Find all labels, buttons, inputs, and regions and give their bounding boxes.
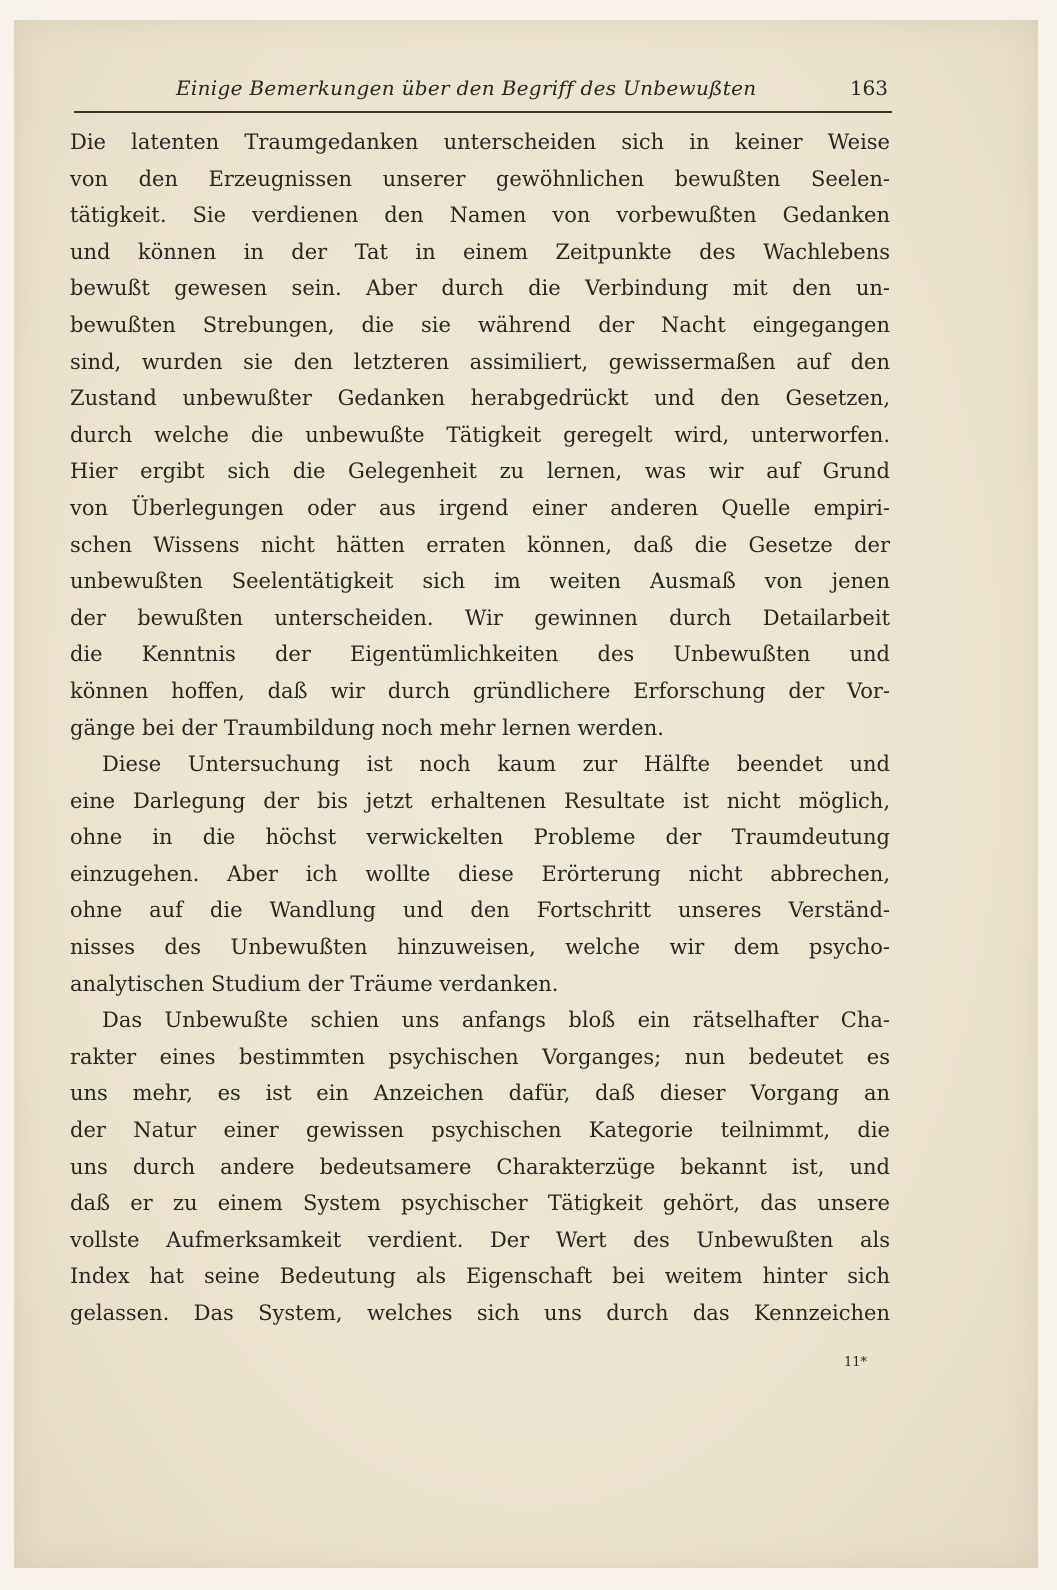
text-line: bewußten Strebungen, die sie während der Nacht eingegangen <box>70 312 890 337</box>
text-line: Zustand unbewußter Gedanken herabgedrückt und den Gesetzen, <box>70 386 890 411</box>
text-line: uns mehr, es ist ein Anzeichen dafür, daß dieser Vorgang an <box>70 1081 890 1106</box>
text-line: gelassen. Das System, welches sich uns durch das Kennzeichen <box>70 1301 890 1325</box>
text-line: Die latenten Traumgedanken unterscheiden sich in keiner Weise <box>70 130 890 154</box>
text-line: durch welche die unbewußte Tätigkeit geregelt wird, unterworfen. <box>70 422 890 447</box>
text-line: können hoffen, daß wir durch gründlichere Erforschung der Vor- <box>70 678 890 703</box>
text-line: daß er zu einem System psychischer Tätigkeit gehört, das unsere <box>70 1191 890 1216</box>
text-line: unbewußten Seelentätigkeit sich im weiten Ausmaß von jenen <box>70 569 890 594</box>
text-line: rakter eines bestimmten psychischen Vorganges; nun bedeutet es <box>70 1044 890 1069</box>
text-line: eine Darlegung der bis jetzt erhaltenen Resultate ist nicht möglich, <box>70 788 890 813</box>
page-number: 163 <box>849 76 888 100</box>
text-line: Index hat seine Bedeutung als Eigenschaft bei weitem hinter sich <box>70 1264 890 1289</box>
text-line: vollste Aufmerksamkeit verdient. Der Wert des Unbewußten als <box>70 1227 890 1252</box>
text-line: bewußt gewesen sein. Aber durch die Verbindung mit den un- <box>70 276 890 301</box>
text-line: einzugehen. Aber ich wollte diese Erörterung nicht abbrechen, <box>70 861 890 886</box>
signature-mark: 11* <box>844 1355 868 1370</box>
text-line: sind, wurden sie den letzteren assimiliert, gewissermaßen auf den <box>70 349 890 374</box>
text-line: ohne auf die Wandlung und den Fortschritt unseres Verständ- <box>70 898 890 923</box>
text-line: nisses des Unbewußten hinzuweisen, welche wir dem psycho- <box>70 935 890 960</box>
running-head <box>74 76 888 106</box>
text-line: die Kenntnis der Eigentümlichkeiten des Unbewußten und <box>70 642 890 667</box>
text-line: analytischen Studium der Träume verdanken. <box>70 971 559 996</box>
body-text <box>70 124 890 1332</box>
text-line: Diese Untersuchung ist noch kaum zur Hälfte beendet und <box>102 752 890 777</box>
text-line: von Überlegungen oder aus irgend einer anderen Quelle empiri- <box>70 495 890 520</box>
text-line: ohne in die höchst verwickelten Probleme der Traumdeutung <box>70 825 890 850</box>
text-line: Hier ergibt sich die Gelegenheit zu lernen, was wir auf Grund <box>70 459 890 484</box>
text-line: von den Erzeugnissen unserer gewöhnlichen bewußten Seelen- <box>70 166 890 191</box>
text-line: tätigkeit. Sie verdienen den Namen von vorbewußten Gedanken <box>70 203 890 228</box>
header-rule <box>74 111 892 113</box>
text-line: der Natur einer gewissen psychischen Kategorie teilnimmt, die <box>70 1118 890 1143</box>
running-title: Einige Bemerkungen über den Begriff des Unbewußten <box>176 76 757 100</box>
text-line: der bewußten unterscheiden. Wir gewinnen durch Detailarbeit <box>70 605 890 630</box>
text-line: und können in der Tat in einem Zeitpunkte des Wachlebens <box>70 239 890 264</box>
text-line: Das Unbewußte schien uns anfangs bloß ein rätselhafter Cha- <box>102 1008 890 1033</box>
text-line: uns durch andere bedeutsamere Charakterzüge bekannt ist, und <box>70 1154 890 1179</box>
text-line: schen Wissens nicht hätten erraten können, daß die Gesetze der <box>70 532 890 557</box>
text-line: gänge bei der Traumbildung noch mehr lernen werden. <box>70 715 664 740</box>
